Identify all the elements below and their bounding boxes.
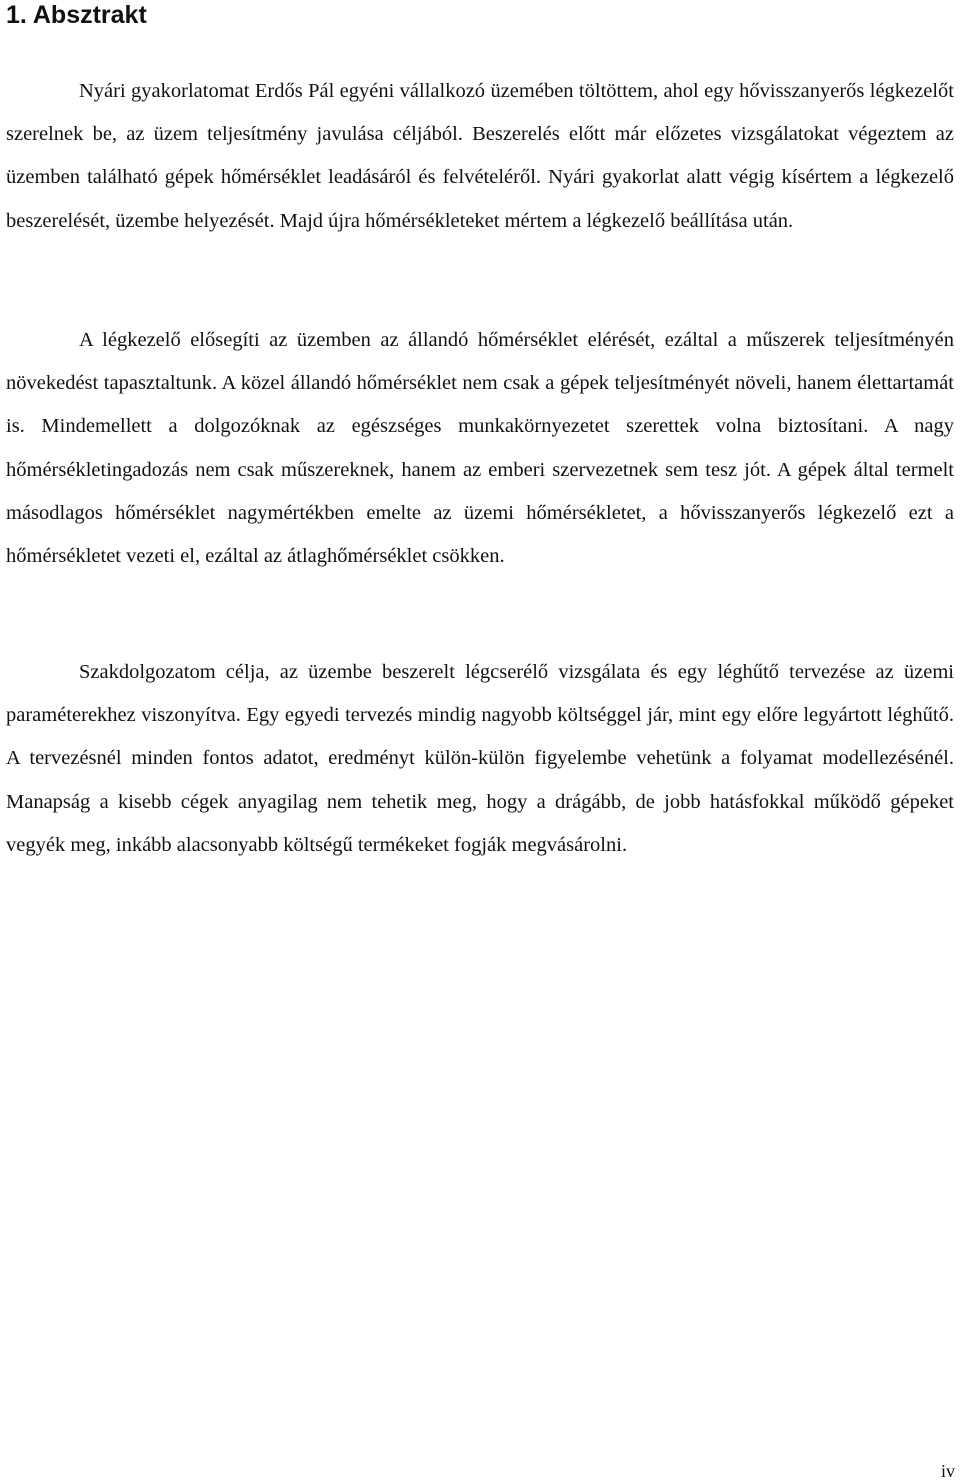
paragraph-1: Nyári gyakorlatomat Erdős Pál egyéni vállalkozó üzemében töltöttem, ahol egy hővisszanyerős légkezelőt szerelnek be, az üzem teljesítmény javulása céljából. Beszerelés előtt már előzetes vizsgálatokat végeztem az üzemben található gépek hőmérséklet leadásáról és felvételéről. Nyári gyakorlat alatt végig kísértem a légkezelő beszerelését, üzembe helyezését. Majd újra hőmérsékleteket mértem a légkezelő beállítása után.: [6, 80, 954, 232]
paragraph-3: Szakdolgozatom célja, az üzembe beszerelt légcserélő vizsgálata és egy léghűtő tervezése az üzemi paraméterekhez viszonyítva. Egy egyedi tervezés mindig nagyobb költséggel jár, mint egy előre legyártott léghűtő. A tervezésnél minden fontos adatot, eredményt külön-külön figyelembe vehetünk a folyamat modellezésénél. Manapság a kisebb cégek anyagilag nem tehetik meg, hogy a drágább, de jobb hatásfokkal működő gépeket vegyék meg, inkább alacsonyabb költségű termékeket fogják megvásárolni.: [6, 661, 954, 856]
paragraph-2: A légkezelő elősegíti az üzemben az állandó hőmérséklet elérését, ezáltal a műszerek teljesítményén növekedést tapasztaltunk. A közel állandó hőmérséklet nem csak a gépek teljesítményét növeli, hanem élettartamát is. Mindemellett a dolgozóknak az egészséges munkakörnyezetet szerettek volna biztosítani. A nagy hőmérsékletingadozás nem csak műszereknek, hanem az emberi szervezetnek sem tesz jót. A gépek által termelt másodlagos hőmérséklet nagymértékben emelte az üzemi hőmérsékletet, a hővisszanyerős légkezelő ezt a hőmérsékletet vezeti el, ezáltal az átlaghőmérséklet csökken.: [6, 329, 954, 568]
page-number: iv: [940, 1461, 955, 1481]
page-title: 1. Absztrakt: [6, 1, 147, 29]
